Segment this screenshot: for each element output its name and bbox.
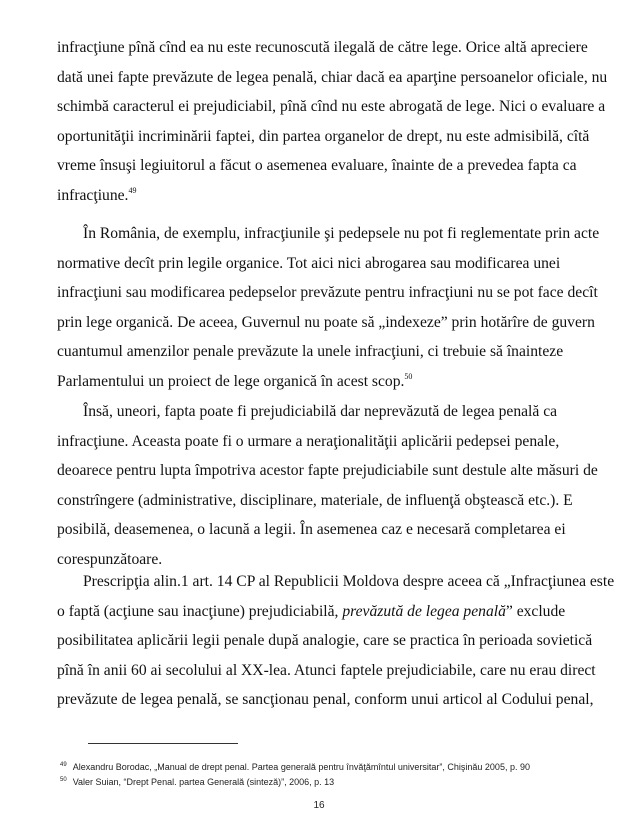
text-line: oportunităţii incriminării faptei, din partea organelor de drept, nu este admisibilă, cîtă bbox=[57, 127, 590, 145]
page-number: 16 bbox=[313, 800, 325, 811]
footnote-50 bbox=[60, 777, 334, 787]
italic-fragment: prevăzută de legea penală bbox=[342, 602, 506, 620]
text-line: prin lege organică. De aceea, Guvernul nu poate să „indexeze” prin hotărîre de guvern bbox=[57, 313, 595, 331]
footnote-text: Valer Suian, “Drept Penal. partea Generală (sinteză)”, 2006, p. 13 bbox=[72, 777, 335, 787]
footnote-reference[interactable]: 49 bbox=[128, 185, 137, 195]
paragraph-2 bbox=[57, 219, 600, 396]
text-line: vreme însuşi legiuitorul a făcut o asemenea evaluare, înainte de a prevedea fapta ca bbox=[57, 157, 577, 174]
text-line: constrîngere (administrative, disciplinare, materiale, de influenţă obştească etc.). E bbox=[57, 491, 573, 509]
paragraph-3 bbox=[57, 397, 598, 574]
text-line: infracţiune. Aceasta poate fi o urmare a neraţionalităţii aplicării pedepsei penale, bbox=[57, 432, 560, 450]
text-line: posibilitatea aplicării legii penale după analogie, care se practica în perioada sovietică bbox=[57, 632, 593, 649]
text-line: corespunzătoare. bbox=[57, 550, 163, 568]
text-line bbox=[57, 597, 589, 627]
text-line: deoarece pentru lupta împotriva acestor fapte prejudiciabile sunt destule alte măsuri de bbox=[57, 462, 598, 479]
text-line: În România, de exemplu, infracţiunile şi pedepsele nu pot fi reglementate prin acte bbox=[83, 225, 600, 242]
text-line: dată unei fapte prevăzute de legea penală, chiar dacă ea aparţine persoanelor oficiale, nu bbox=[57, 68, 608, 86]
text-line: Parlamentului un proiect de lege organică în acest scop. bbox=[57, 372, 405, 390]
footnote-number: 50 bbox=[60, 777, 67, 783]
footnote-reference[interactable]: 50 bbox=[404, 371, 413, 381]
paragraph-1 bbox=[57, 33, 608, 210]
paragraph-4 bbox=[57, 567, 615, 715]
footnote-separator bbox=[88, 743, 238, 744]
text-line: cuantumul amenzilor penale prevăzute la unele infracţiuni, ci trebuie să înainteze bbox=[57, 343, 564, 360]
text-line: pînă în anii 60 ai secolului al XX-lea. Atunci faptele prejudiciabile, care nu erau direct bbox=[57, 661, 596, 679]
text-line: infracţiuni sau modificarea pedepselor prevăzute pentru infracţiuni nu se pot face decît bbox=[57, 284, 598, 301]
footnote-text: Alexandru Borodac, „Manual de drept penal. Partea generală pentru învăţămîntul universitar”, Chişinău 2005, p. 90 bbox=[72, 762, 530, 772]
text-line: infracţiune pînă cînd ea nu este recunoscută ilegală de către lege. Orice altă apreciere bbox=[57, 39, 588, 56]
text-fragment: o faptă (acţiune sau inacţiune) prejudiciabilă, bbox=[57, 602, 343, 620]
text-line: Prescripţia alin.1 art. 14 CP al Republicii Moldova despre aceea că „Infracţiunea este bbox=[83, 573, 615, 590]
text-fragment: ” exclude bbox=[505, 602, 566, 620]
text-line: prevăzute de legea penală, se sancţionau penal, conform unui articol al Codului penal, bbox=[57, 691, 594, 708]
text-line: posibilă, deasemenea, o lacună a legii. În asemenea caz e necesară completarea ei bbox=[57, 521, 566, 538]
footnote-49 bbox=[60, 762, 530, 772]
text-line: schimbă caracterul ei prejudiciabil, pînă cînd nu este abrogată de lege. Nici o evaluare a bbox=[57, 98, 606, 115]
footnote-number: 49 bbox=[60, 762, 67, 768]
text-line: normative decît prin legile organice. Tot aici nici abrogarea sau modificarea unei bbox=[57, 254, 561, 272]
text-line: Însă, uneori, fapta poate fi prejudiciabilă dar neprevăzută de legea penală ca bbox=[83, 403, 558, 420]
text-line: infracţiune. bbox=[57, 186, 129, 204]
